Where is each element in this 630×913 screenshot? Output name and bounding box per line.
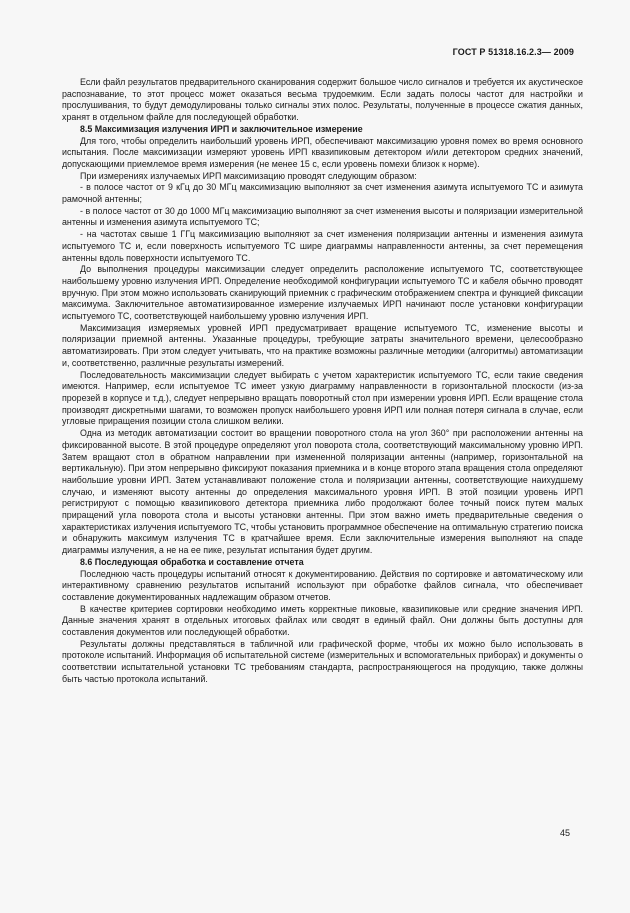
paragraph: В качестве критериев сортировки необходимо иметь корректные пиковые, квазипиковые или средние значения ИРП. Данные значения хранят в отдельных итоговых файлах или сводят в единый файл. Они должны быть доступны для составления документов или последующей обработки. bbox=[62, 603, 583, 638]
paragraph: Одна из методик автоматизации состоит во вращении поворотного стола на угол 360° при расположении антенны на фиксированной высоте. В этой процедуре определяют угол поворота стола, соответствующий максимальному уровню ИРП. Затем вращают стол в обратном направлении при измененной поляризации антенны (например, горизонтальной на вертикальную). При этом непрерывно фиксируют показания приемника и в конце второго этапа вращения стола определяют наибольшие уровни ИРП. Затем устанавливают положение стола и поляризации антенны, соответствующие наихудшему случаю, и изменяют высоту антенны до определения максимального уровня ИРП. В этой позиции уровень ИРП регистрируют с помощью квазипикового детектора приемника либо продолжают более точный поиск путем малых приращений угла поворота стола и высоты установки антенны. При этом важно иметь предварительные сведения о характеристиках излучения испытуемого ТС, чтобы установить программное обеспечение на оптимальную стратегию поиска и обнаружить максимум излучения ТС в кратчайшее время. Если заключительные измерения выполняют на спаде диаграммы излучения, а не на ее пике, результат испытания будет другим. bbox=[62, 428, 583, 556]
paragraph: При измерениях излучаемых ИРП максимизацию проводят следующим образом: bbox=[80, 170, 417, 181]
document-body bbox=[62, 77, 583, 686]
paragraph: Последнюю часть процедуры испытаний относят к документированию. Действия по сортировке и автоматическому или интерактивному сравнению результатов испытаний используют при обработке файлов сигнала, что обеспечивает составление документированных надлежащим образом отчетов. bbox=[62, 568, 583, 602]
paragraph: Результаты должны представляться в табличной или графической форме, чтобы их можно было использовать в протоколе испытаний. Информация об испытательной системе (измерительных и вспомогательных приборах) и документы о соответствии испытательной установки ТС требованиям стандарта, распространяющегося на продукцию, также должны быть частью протокола испытаний. bbox=[62, 638, 583, 684]
page-number: 45 bbox=[559, 828, 570, 838]
paragraph: До выполнения процедуры максимизации следует определить расположение испытуемого ТС, соответствующее наибольшему уровню излучения ИРП. Определение необходимой конфигурации испытуемого ТС и кабеля обычно проводят вручную. При этом можно использовать сканирующий приемник с графическим отображением спектра и функцией фиксации максимума. Заключительное автоматизированное измерение излучаемых ИРП начинают после установки конфигурации испытуемого ТС, соответствующей наибольшему уровню излучения ИРП. bbox=[62, 264, 583, 322]
section-heading: 8.5 Максимизация излучения ИРП и заключительное измерение bbox=[80, 123, 363, 134]
paragraph: - в полосе частот от 9 кГц до 30 МГц максимизацию выполняют за счет изменения азимута испытуемого ТС и азимута рамочной антенны; bbox=[62, 182, 583, 205]
paragraph: Последовательность максимизации следует выбирать с учетом характеристик испытуемого ТС, если такие сведения имеются. Например, если испытуемое ТС имеет узкую диаграмму направленности в горизонтальной плоскости (из-за прорезей в корпусе и т.д.), следует непрерывно вращать поворотный стол при измерении уровня ИРП. Если вращение стола производят дискретными шагами, то возможен пропуск наибольшего уровня ИРП или полная потеря сигнала в случае, если угловые приращения позиции стола слишком велики. bbox=[62, 369, 583, 427]
paragraph: - на частотах свыше 1 ГГц максимизацию выполняют за счет изменения поляризации антенны и изменения азимута испытуемого ТС и, если поверхность испытуемого ТС шире диаграммы направленности антенны, за счет перемещения антенны вдоль поверхности испытуемого ТС. bbox=[62, 229, 583, 263]
paragraph: Для того, чтобы определить наибольший уровень ИРП, обеспечивают максимизацию уровня помех во время основного испытания. После максимизации измеряют уровень ИРП квазипиковым детектором и/или детектором средних значений, допускающими приемлемое время измерения (не менее 15 с, если уровень помехи близок к норме). bbox=[62, 135, 583, 169]
document-id: ГОСТ Р 51318.16.2.3— 2009 bbox=[452, 47, 574, 57]
paragraph: - в полосе частот от 30 до 1000 МГц максимизацию выполняют за счет изменения высоты и поляризации измерительной антенны и изменения азимута испытуемого ТС; bbox=[62, 205, 583, 228]
paragraph: Если файл результатов предварительного сканирования содержит большое число сигналов и требуется их акустическое распознавание, то этот процесс может оказаться весьма трудоемким. Если задать полосы частот для настройки и прослушивания, то будут демодулированы только сигналы этих полос. Результаты, полученные в процессе сжатия данных, хранят в отдельном файле для последующей обработки. bbox=[62, 77, 583, 123]
paragraph: Максимизация измеряемых уровней ИРП предусматривает вращение испытуемого ТС, изменение высоты и поляризации приемной антенны. Указанные процедуры, требующие затраты значительного времени, целесообразно автоматизировать. При этом следует учитывать, что на практике возможны различные методики (алгоритмы) автоматизации и, соответственно, различные результаты измерений. bbox=[62, 322, 583, 368]
section-heading: 8.6 Последующая обработка и составление отчета bbox=[80, 556, 304, 567]
